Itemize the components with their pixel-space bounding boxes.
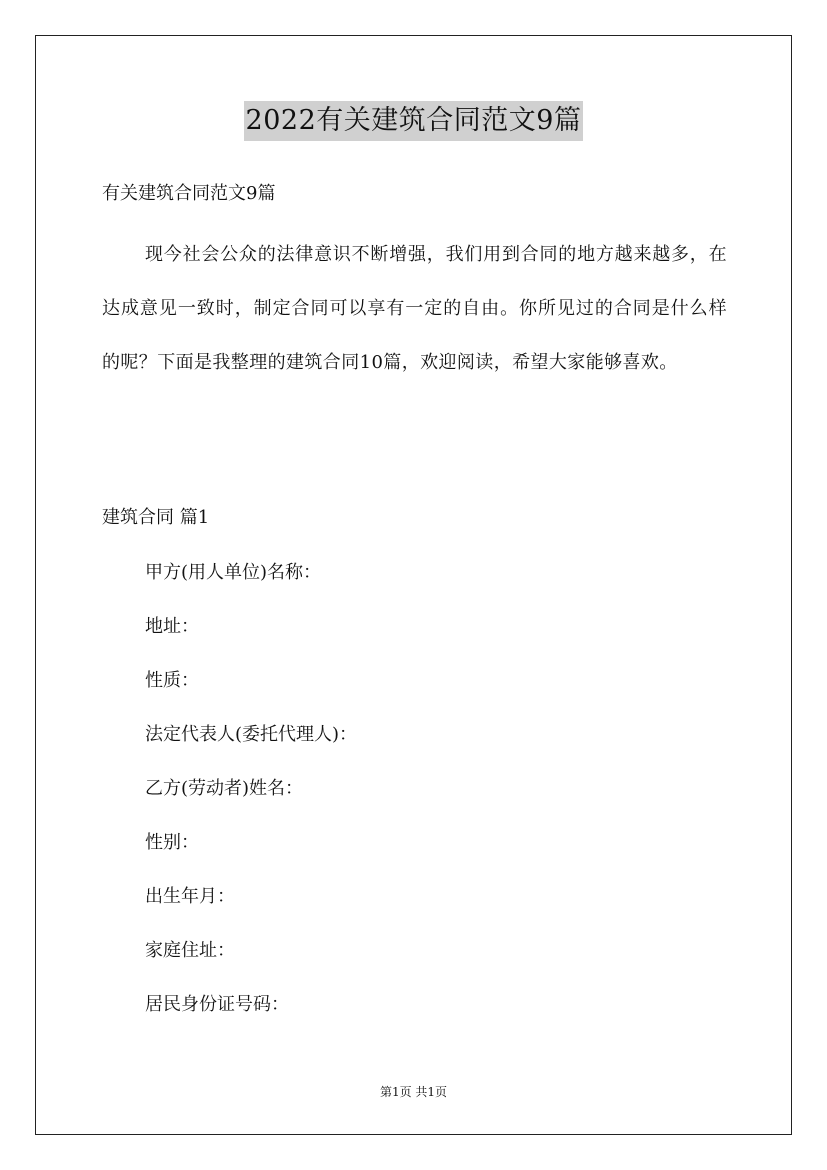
contract-field-list [145,560,357,1046]
field-employer-name: 甲方(用人单位)名称： [145,562,322,583]
field-employee-name: 乙方(劳动者)姓名： [145,778,304,799]
field-gender: 性别： [145,832,199,853]
document-subtitle: 有关建筑合同范文9篇 [102,183,276,204]
field-birth-date: 出生年月： [145,886,235,907]
section-heading: 建筑合同 篇1 [102,507,210,528]
page-footer: 第1页 共1页 [379,1085,448,1099]
title-container [0,101,827,141]
intro-paragraph: 现今社会公众的法律意识不断增强，我们用到合同的地方越来越多，在达成意见一致时，制定合同可以享有一定的自由。你所见过的合同是什么样的呢？下面是我整理的建筑合同10篇，欢迎阅读，希望大家能够喜欢。 [102,244,727,373]
document-title: 2022有关建筑合同范文9篇 [244,101,584,141]
field-id-number: 居民身份证号码： [145,994,289,1015]
field-nature: 性质： [145,670,199,691]
field-legal-representative: 法定代表人(委托代理人)： [145,724,358,745]
field-address: 地址： [145,616,199,637]
field-home-address: 家庭住址： [145,940,235,961]
